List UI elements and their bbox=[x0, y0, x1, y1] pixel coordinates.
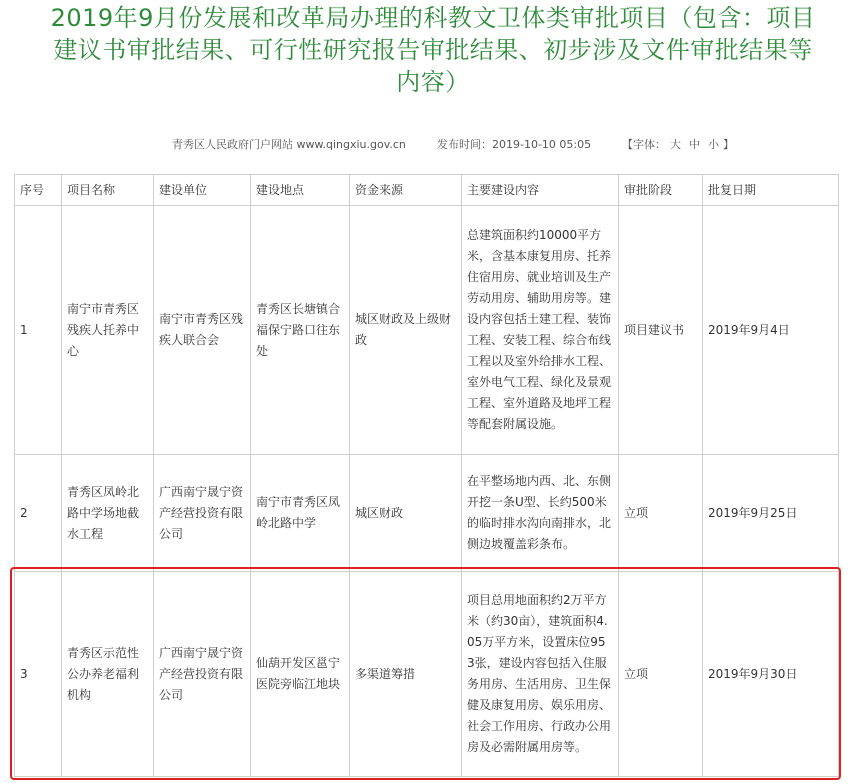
cell-builder: 南宁市青秀区残疾人联合会 bbox=[154, 206, 251, 455]
cell-no: 3 bbox=[15, 572, 62, 777]
cell-no: 1 bbox=[15, 206, 62, 455]
cell-project-name: 青秀区凤岭北路中学场地截水工程 bbox=[62, 455, 154, 572]
publish-time: 发布时间：2019-10-10 05:05 bbox=[437, 138, 592, 151]
cell-funding: 城区财政及上级财政 bbox=[350, 206, 462, 455]
cell-project-name: 青秀区示范性公办养老福利机构 bbox=[62, 572, 154, 777]
header-funding: 资金来源 bbox=[350, 175, 462, 206]
header-stage: 审批阶段 bbox=[619, 175, 703, 206]
title-line-2: 建议书审批结果、可行性研究报告审批结果、初步涉及文件审批结果等 bbox=[53, 36, 813, 64]
font-selector-suffix: 】 bbox=[723, 138, 734, 151]
header-builder: 建设单位 bbox=[154, 175, 251, 206]
page-title bbox=[0, 2, 866, 98]
title-line-1: 2019年9月份发展和改革局办理的科教文卫体类审批项目（包含：项目 bbox=[50, 4, 816, 32]
cell-location: 仙葫开发区邕宁医院旁临江地块 bbox=[251, 572, 350, 777]
cell-date: 2019年9月4日 bbox=[703, 206, 839, 455]
font-size-selector bbox=[622, 136, 734, 152]
cell-location: 青秀区长塘镇合福保宁路口往东处 bbox=[251, 206, 350, 455]
font-medium-link[interactable]: 中 bbox=[689, 138, 700, 151]
approval-table bbox=[14, 174, 839, 777]
font-selector-prefix: 【字体： bbox=[622, 138, 666, 151]
cell-builder: 广西南宁晟宁资产经营投资有限公司 bbox=[154, 572, 251, 777]
cell-stage: 立项 bbox=[619, 572, 703, 777]
header-no: 序号 bbox=[15, 175, 62, 206]
title-line-3: 内容） bbox=[396, 68, 470, 96]
header-date: 批复日期 bbox=[703, 175, 839, 206]
cell-stage: 立项 bbox=[619, 455, 703, 572]
cell-date: 2019年9月30日 bbox=[703, 572, 839, 777]
cell-location: 南宁市青秀区凤岭北路中学 bbox=[251, 455, 350, 572]
cell-no: 2 bbox=[15, 455, 62, 572]
header-location: 建设地点 bbox=[251, 175, 350, 206]
source-site[interactable]: 青秀区人民政府门户网站 www.qingxiu.gov.cn bbox=[172, 138, 406, 151]
cell-stage: 项目建议书 bbox=[619, 206, 703, 455]
header-content: 主要建设内容 bbox=[462, 175, 619, 206]
header-project-name: 项目名称 bbox=[62, 175, 154, 206]
table-row bbox=[15, 572, 839, 777]
cell-content: 总建筑面积约10000平方米，含基本康复用房、托养住宿用房、就业培训及生产劳动用房、辅助用房等。建设内容包括土建工程、装饰工程、安装工程、综合布线工程以及室外给排水工程、室外电气工程、绿化及景观工程、室外道路及地坪工程等配套附属设施。 bbox=[462, 206, 619, 455]
cell-content: 项目总用地面积约2万平方米（约30亩），建筑面积4.05万平方米，设置床位953张，建设内容包括入住服务用房、生活用房、卫生保健及康复用房、娱乐用房、社会工作用房、行政办公用房及必需附属用房等。 bbox=[462, 572, 619, 777]
cell-content: 在平整场地内西、北、东侧开挖一条U型、长约500米的临时排水沟向南排水，北侧边坡覆盖彩条布。 bbox=[462, 455, 619, 572]
cell-date: 2019年9月25日 bbox=[703, 455, 839, 572]
font-small-link[interactable]: 小 bbox=[708, 138, 719, 151]
font-large-link[interactable]: 大 bbox=[670, 138, 681, 151]
cell-project-name: 南宁市青秀区残疾人托养中心 bbox=[62, 206, 154, 455]
table-row bbox=[15, 455, 839, 572]
cell-funding: 城区财政 bbox=[350, 455, 462, 572]
cell-builder: 广西南宁晟宁资产经营投资有限公司 bbox=[154, 455, 251, 572]
table-row bbox=[15, 206, 839, 455]
cell-funding: 多渠道筹措 bbox=[350, 572, 462, 777]
table-header-row bbox=[15, 175, 839, 206]
